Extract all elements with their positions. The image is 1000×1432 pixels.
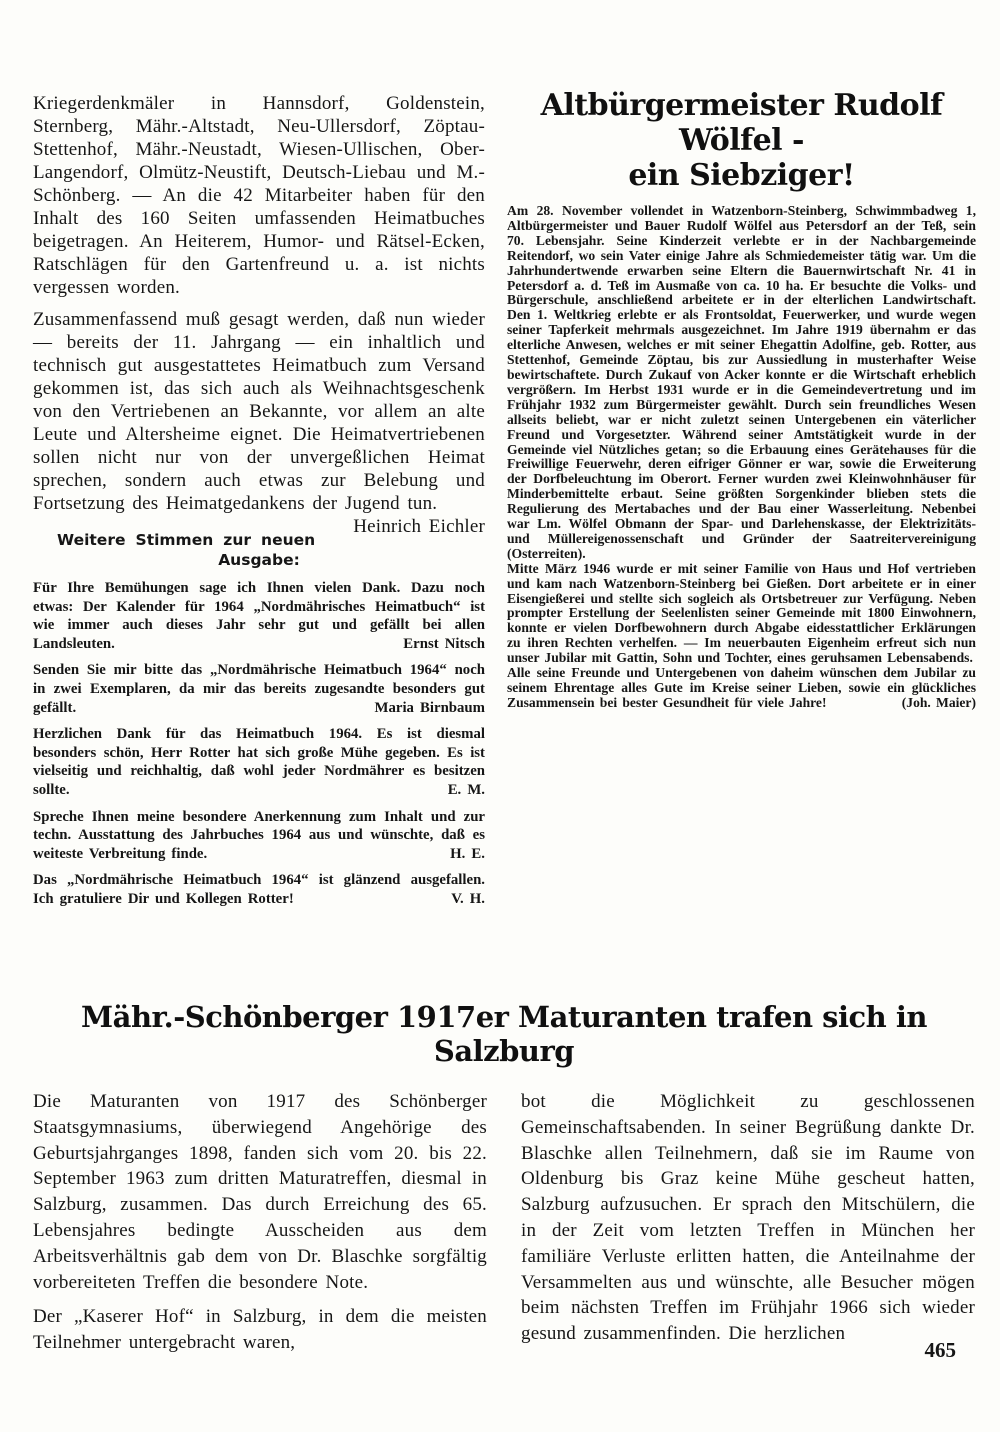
body-paragraph: Die Maturanten von 1917 des Schönberger Staatsgymnasiums, überwiegend Angehörige des Geburtsjahrganges 1898, fanden sich vom 20. bis 22. September 1963 zum dritten Maturatreffen, diesmal in Salzburg, zusammen. Das durch Erreichung des 65. Lebensjahres bedingte Ausscheiden aus dem Arbeitsverhältnis gab dem von Dr. Blaschke sorgfältig vorbereiteten Treffen die besondere Note. — [33, 1091, 487, 1293]
author-signature: Heinrich Eichler — [353, 516, 485, 537]
headline-line-2: ein Siebziger! — [628, 158, 855, 193]
letter-signature: V. H. — [451, 890, 485, 907]
article-signature: (Joh. Maier) — [901, 694, 976, 710]
left-column — [33, 92, 485, 917]
reader-letter — [33, 725, 485, 799]
paragraph-text: Alle seine Freunde und Untergebenen von daheim wünschen dem Jubilar zu seinem Ehrentage alles Gute im Kreise seiner Lieben, sowie ein glückliches Zusammensein bei bester Gesundheit für viele Jahre! — [507, 665, 976, 710]
body-paragraph: Der „Kaserer Hof“ in Salzburg, in dem die meisten Teilnehmer untergebracht waren, — [33, 1306, 487, 1354]
bottom-headline: Mähr.-Schönberger 1917er Maturanten trafen sich in Salzburg — [81, 1000, 927, 1068]
letters-heading: Weitere Stimmen zur neuen Ausgabe: — [57, 531, 316, 569]
reader-letter — [33, 808, 485, 864]
letter-signature: Ernst Nitsch — [403, 635, 485, 652]
intro-paragraph — [33, 92, 485, 299]
page-number: 465 — [924, 1338, 956, 1362]
reader-letter — [33, 661, 485, 717]
paragraph-text: Kriegerdenkmäler in Hannsdorf, Goldenstein, Sternberg, Mähr.-Altstadt, Neu-Ullersdorf, Zöptau-Stettenhof, Mähr.-Neustadt, Wiesen-Ullischen, Ober-Langendorf, Olmütz-Neustift, Deutsch-Liebau und M.-Schönberg. — An die 42 Mitarbeiter haben für den Inhalt des 160 Seiten umfassenden Heimatbuches beigetragen. An Heiterem, Humor- und Rätsel-Ecken, Ratschlägen für den Gartenfreund u. a. ist nichts vergessen worden. — [33, 93, 485, 298]
bottom-left-column — [33, 1089, 487, 1356]
body-paragraph: bot die Möglichkeit zu geschlossenen Gemeinschaftsabenden. In seiner Begrüßung dankte Dr. Blaschke allen Teilnehmern, daß sie im Raume von Oldenburg bis Graz keine Mühe gescheut hatten, Salzburg aufzusuchen. Er sprach den Mitschülern, die in der Zeit vom letzten Treffen in München her familiäre Verluste erlitten hatten, die Anteilnahme der Versammelten aus und wünschte, alle Besucher mögen beim nächsten Treffen im Frühjahr 1966 sich wieder gesund zusammenfinden. Die herzlichen — [521, 1091, 975, 1345]
summary-paragraph — [33, 308, 485, 537]
letter-signature: Maria Birnbaum — [374, 699, 485, 716]
bottom-article — [33, 1000, 975, 1356]
letter-text: Spreche Ihnen meine besondere Anerkennung zum Inhalt und zur techn. Ausstattung des Jahrbuches 1964 aus und wünschte, daß es weiteste Verbreitung finde. — [33, 808, 485, 862]
article-paragraph: Am 28. November vollendet in Watzenborn-Steinberg, Schwimmbadweg 1, Altbürgermeister und Bauer Rudolf Wölfel aus Petersdorf an der Teß, sein 70. Lebensjahr. Seine Kinderzeit verlebte er in der Nachbargemeinde Reitendorf, wo sein Vater einige Jahre als Schmiedemeister tätig war. Um die Jahrhundertwende erwarben seine Eltern die Bauernwirtschaft Nr. 41 in Petersdorf a. d. Teß im Ausmaße von ca. 10 ha. Er besuchte die Volks- und Bürgerschule, anschließend arbeitete er in der elterlichen Landwirtschaft. Den 1. Weltkrieg erlebte er als Frontsoldat, Feuerwerker, und wurde wegen seiner Tapferkeit mehrmals ausgezeichnet. Im Jahre 1919 übernahm er das elterliche Anwesen, welches er mit seiner Ehegattin Adolfine, geb. Rotter, aus Stettenhof, Gemeinde Zöptau, bis zur Aussiedlung in musterhafter Weise bewirtschaftete. Durch Zukauf von Acker konnte er die Wirtschaft erheblich vergrößern. Im Herbst 1931 wurde er in die Gemeindevertretung und im Frühjahr 1932 zum Bürgermeister gewählt. Durch sein freundliches Wesen allseits beliebt, war er nicht zuletzt seinen Untergebenen ein väterlicher Freund und Vorgesetzter. Während seiner Amtstätigkeit wurde in der Gemeinde viel Nützliches getan; so die Erbauung eines Gerätehauses für die Freiwillige Feuerwehr, deren eifriger Gönner er war, sowie die Erweiterung der Dorfbeleuchtung im Oberort. Ferner wurden zwei Kleinwohnhäuser für Minderbemittelte erbaut. Seine größten Sorgenkinder blieben stets die Regulierung des Mertabaches und der Bau einer Wasserleitung. Nebenbei war Lm. Wölfel Obmann der Spar- und Darlehenskasse, der Elektrizitäts- und Müllereigenossenschaft und Gründer der Saatreitervereinigung (Osterreiten). — [507, 203, 976, 561]
article-paragraph: Mitte März 1946 wurde er mit seiner Familie von Haus und Hof vertrieben und kam nach Watzenborn-Steinberg bei Gießen. Dort arbeitete er in einer Eisengießerei und stellte sich sogleich als Ortsbetreuer zur Verfügung. Neben prompter Erstellung der Seelenlisten seiner Gemeinde mit 1800 Einwohnern, konnte er vielen Dorfbewohnern durch Abgabe eidesstattlicher Erklärungen zu ihren Rechten verhelfen. — Im neuerbauten Eigenheim erfreut sich nun unser Jubilar mit Gattin, Sohn und Tochter, eines geruhsamen Lebensabends. — [507, 560, 976, 666]
paragraph-text: Zusammenfassend muß gesagt werden, daß nun wieder — bereits der 11. Jahrgang — ein inhaltlich und technisch gut ausgestattetes Heimatbuch zum Versand gekommen ist, das sich auch als Weihnachtsgeschenk von den Vertriebenen an Bekannte, vor allem an alte Leute und Altersheime eignet. Die Heimatvertriebenen sollen nicht nur von der unvergeßlichen Heimat sprechen, sondern auch etwas zur Belebung und Fortsetzung des Heimatgedankens der Jugend tun. — [33, 309, 485, 514]
article-paragraph — [507, 666, 976, 711]
reader-letter — [33, 579, 485, 653]
article-headline — [507, 88, 976, 193]
bottom-columns — [33, 1089, 975, 1356]
reader-letter — [33, 871, 485, 908]
letter-text: Herzlichen Dank für das Heimatbuch 1964. Es ist diesmal besonders schön, Herr Rotter hat sich große Mühe gegeben. Es ist vielseitig und reichhaltig, daß wohl jeder Nordmährer es besitzen sollte. — [33, 726, 485, 798]
letter-text: Senden Sie mir bitte das „Nordmährische Heimatbuch 1964“ noch in zwei Exemplaren, da mir das bereits zugesandte besonders gut gefällt. — [33, 662, 485, 716]
letter-signature: H. E. — [450, 845, 485, 862]
headline-line-1: Altbürgermeister Rudolf Wölfel - — [540, 88, 943, 158]
bottom-right-column — [521, 1089, 975, 1356]
letter-text: Für Ihre Bemühungen sage ich Ihnen vielen Dank. Dazu noch etwas: Der Kalender für 1964 „Nordmährisches Heimatbuch“ ist wie immer auch dieses Jahr sehr gut und gefällt bei allen Landsleuten. — [33, 580, 485, 652]
letter-text: Das „Nordmährische Heimatbuch 1964“ ist glänzend ausgefallen. Ich gratuliere Dir und Kollegen Rotter! — [33, 872, 485, 907]
right-column — [507, 88, 976, 711]
letter-signature: E. M. — [447, 781, 485, 798]
